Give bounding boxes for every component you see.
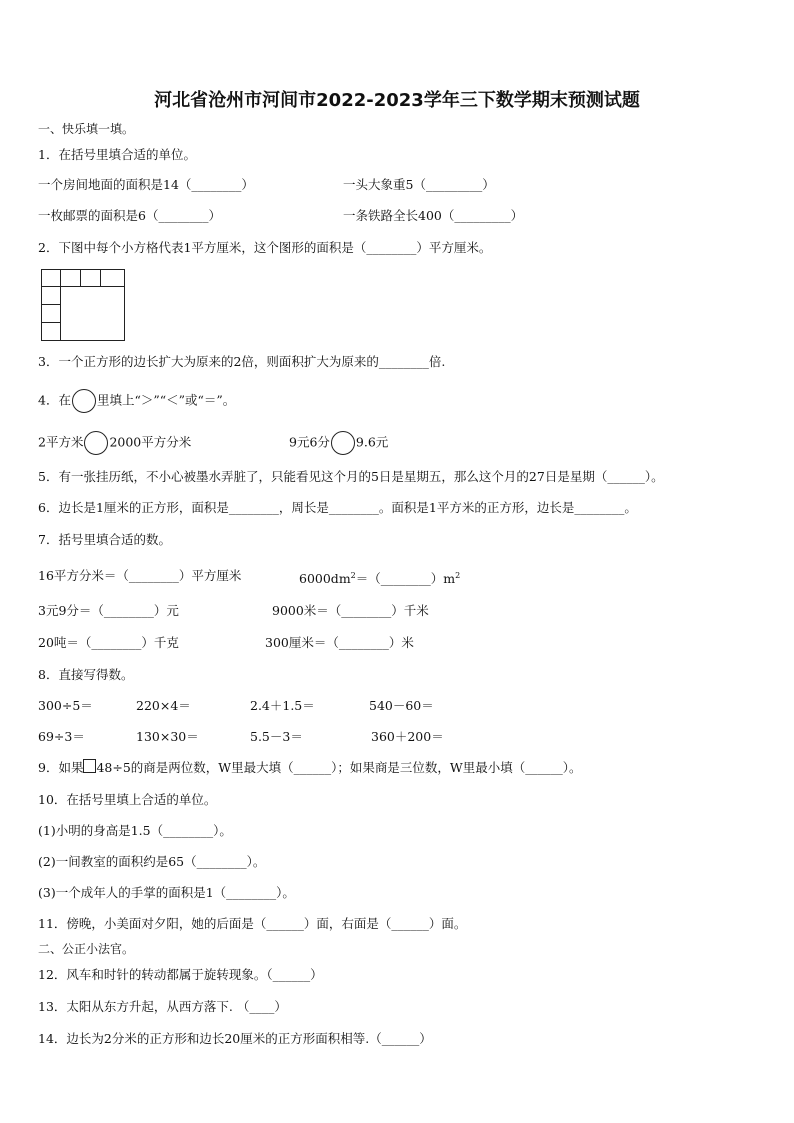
compare-circle[interactable] — [72, 389, 96, 413]
question-10b: (2)一间教室的面积约是65（________）。 — [38, 854, 266, 869]
calc-item: 2.4＋1.5＝ — [250, 698, 315, 713]
question-7b-left: 6000dm — [299, 571, 351, 587]
compare-right: 9.6元 — [355, 434, 389, 450]
question-5: 5．有一张挂历纸，不小心被墨水弄脏了，只能看见这个月的5日是星期五，那么这个月的27日是星期（______）。 — [38, 469, 664, 484]
question-4-prefix: 4．在 — [38, 392, 71, 408]
question-1-stem: 1．在括号里填合适的单位。 — [38, 147, 196, 162]
grid-cell — [41, 322, 61, 341]
question-6: 6．边长是1厘米的正方形，面积是________，周长是________。面积是1平方米的正方形，边长是________。 — [38, 500, 637, 515]
calc-item: 300÷5＝ — [38, 698, 93, 713]
question-13: 13．太阳从东方升起，从西方落下. （____） — [38, 999, 287, 1014]
question-2: 2．下图中每个小方格代表1平方厘米，这个图形的面积是（________）平方厘米。 — [38, 240, 492, 255]
blank-square-box[interactable] — [83, 759, 96, 773]
section-2-heading: 二、公正小法官。 — [38, 942, 135, 956]
calc-item: 130×30＝ — [136, 729, 199, 744]
calc-item: 220×4＝ — [136, 698, 191, 713]
calc-item: 360＋200＝ — [371, 729, 444, 744]
question-9 — [38, 759, 581, 777]
question-10c: (3)一个成年人的手掌的面积是1（________）。 — [38, 885, 295, 900]
question-7c: 3元9分＝（________）元 — [38, 603, 179, 618]
question-14: 14．边长为2分米的正方形和边长20厘米的正方形面积相等.（______） — [38, 1031, 432, 1046]
question-1c: 一枚邮票的面积是6（________） — [38, 208, 221, 223]
superscript-2: 2 — [350, 571, 356, 580]
question-1b: 一头大象重5（_________） — [343, 177, 495, 192]
superscript-2: 2 — [455, 571, 461, 580]
compare-circle[interactable] — [331, 431, 355, 455]
compare-right: 2000平方分米 — [109, 434, 192, 450]
compare-left: 2平方米 — [38, 434, 84, 450]
question-7e: 20吨＝（________）千克 — [38, 635, 179, 650]
grid-cell — [100, 269, 125, 287]
compare-circle[interactable] — [84, 431, 108, 455]
grid-cell — [41, 286, 61, 305]
question-8-stem: 8．直接写得数。 — [38, 667, 134, 682]
question-1a: 一个房间地面的面积是14（________） — [38, 177, 254, 192]
calc-item: 540－60＝ — [369, 698, 434, 713]
page-title: 河北省沧州市河间市2022-2023学年三下数学期末预测试题 — [154, 90, 640, 111]
question-7f: 300厘米＝（________）米 — [265, 635, 414, 650]
question-9-suffix: 48÷5的商是两位数，W里最大填（______）；如果商是三位数，W里最小填（______）。 — [96, 760, 582, 775]
question-1d: 一条铁路全长400（_________） — [343, 208, 524, 223]
question-7-stem: 7．括号里填合适的数。 — [38, 532, 171, 547]
question-11: 11．傍晚，小美面对夕阳，她的后面是（______）面，右面是（______）面。 — [38, 916, 467, 931]
question-4-stem — [38, 389, 235, 413]
question-4-suffix: 里填上“＞”“＜”或“＝”。 — [96, 392, 236, 408]
calc-item: 5.5－3＝ — [250, 729, 303, 744]
compare-left: 9元6分 — [289, 434, 330, 450]
question-4a — [38, 431, 191, 455]
question-7a: 16平方分米＝（________）平方厘米 — [38, 568, 242, 583]
question-10-stem: 10．在括号里填上合适的单位。 — [38, 792, 217, 807]
grid-cell — [41, 304, 61, 323]
question-3: 3．一个正方形的边长扩大为原来的2倍，则面积扩大为原来的________倍. — [38, 354, 446, 369]
question-7b — [299, 567, 460, 588]
question-7b-right: ＝（________）m — [355, 571, 456, 587]
question-9-prefix: 9．如果 — [38, 760, 84, 775]
grid-cell — [80, 269, 101, 287]
question-12: 12．风车和时针的转动都属于旋转现象。（______） — [38, 967, 323, 982]
calc-item: 69÷3＝ — [38, 729, 85, 744]
area-grid-figure — [41, 269, 125, 341]
grid-cell — [41, 269, 61, 287]
question-7d: 9000米＝（________）千米 — [272, 603, 429, 618]
section-1-heading: 一、快乐填一填。 — [38, 122, 135, 136]
question-10a: (1)小明的身高是1.5（________）。 — [38, 823, 232, 838]
question-4b — [289, 431, 388, 455]
grid-cell — [60, 269, 81, 287]
